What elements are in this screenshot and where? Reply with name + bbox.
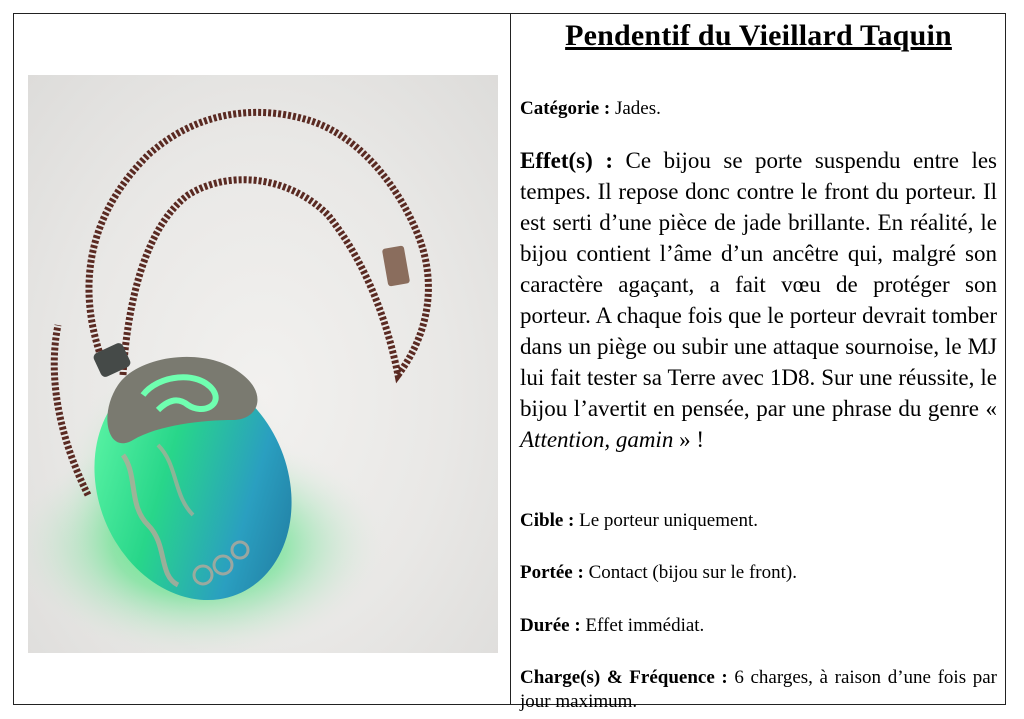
effect-text-end: » ! [673,427,704,452]
target-value: Le porteur uniquement. [574,510,758,531]
effect-label: Effet(s) : [520,148,613,173]
item-title: Pendentif du Vieillard Taquin [565,19,952,52]
category-label: Catégorie : [520,98,611,119]
image-panel [14,14,511,704]
effect-field [520,145,997,455]
target-label: Cible : [520,510,575,531]
range-label: Portée : [520,562,584,583]
category-value: Jades. [610,98,661,119]
duration-value: Effet immédiat. [580,615,705,636]
duration-field [520,614,997,638]
pendant-photo [28,75,498,653]
target-field [520,509,997,533]
item-card [13,13,1006,712]
duration-label: Durée : [520,615,581,636]
range-value: Contact (bijou sur le front). [583,562,797,583]
effect-text: Ce bijou se porte suspendu entre les tempes. Il repose donc contre le front du porteur. Il est serti d’une pièce de jade brillante. En réalité, le bijou contient l’âme d’un ancêtre qui, malgré son caractère agaçant, a fait vœu de protéger son porteur. A chaque fois que le porteur devrait tomber dans un piège ou subir une attaque sournoise, le MJ lui fait tester sa Terre avec 1D8. Sur une réussite, le bijou l’avertit en pensée, par une phrase du genre « [520,148,997,421]
range-field [520,561,997,585]
category-field [520,97,997,121]
effect-quote: Attention, gamin [520,427,674,452]
charges-value: 6 charges, à raison d’une fois par jour maximum. [520,667,997,712]
charges-label: Charge(s) & Fréquence : [520,667,728,688]
charges-field [520,666,997,714]
text-panel [511,14,1005,712]
